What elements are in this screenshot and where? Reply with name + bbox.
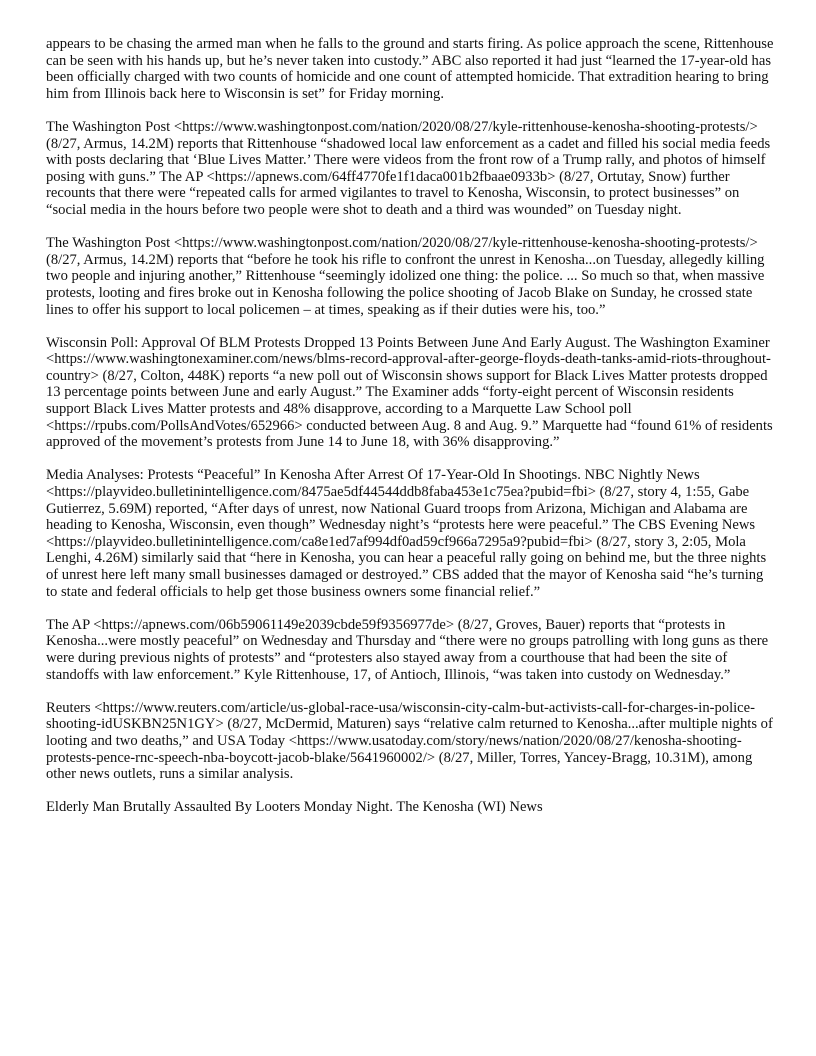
paragraph-media-analyses: Media Analyses: Protests “Peaceful” In Kenosha After Arrest Of 17-Year-Old In Shootings. NBC Nightly News <https://playvideo.bulletinintelligence.com/8475ae5df44544ddb8faba453e1c75ea?pubid=fbi> (8/27, story 4, 1:55, Gabe Gutierrez, 5.69M) reported, “After days of unrest, now National Guard troops from Arizona, Michigan and Alabama are heading to Kenosha, Wisconsin, even though” Wednesday night’s “protests here were peaceful.” The CBS Evening News <https://playvideo.bulletinintelligence.com/ca8e1ed7af994df0ad59cf966a7295a9?pubid=fbi> (8/27, story 3, 2:05, Mola Lenghi, 4.26M) similarly said that “here in Kenosha, you can hear a peaceful rally going on behind me, but the three nights of unrest here left many small businesses damaged or destroyed.” CBS added that the mayor of Kenosha said “he’s turning to state and federal officials to help get those business owners some financial relief.” xyxy=(46,467,767,600)
paragraph-abc-report: appears to be chasing the armed man when he falls to the ground and starts firing. As police approach the scene, Rittenhouse can be seen with his hands up, but he’s never taken into custody.” ABC also reported it had just “learned the 17-year-old has been officially charged with two counts of homicide and one count of attempted homicide. That extradition hearing to bring him from Illinois back here to Wisconsin is set” for Friday morning. xyxy=(46,36,774,102)
paragraph-wisconsin-poll: Wisconsin Poll: Approval Of BLM Protests Dropped 13 Points Between June And Early August. The Washington Examiner <https://www.washingtonexaminer.com/news/blms-record-approval-after-george-floyds-death-tanks-amid-riots-throughout-country> (8/27, Colton, 448K) reports “a new poll out of Wisconsin shows support for Black Lives Matter protests dropped 13 percentage points between June and early August.” The Examiner adds “forty-eight percent of Wisconsin residents support Black Lives Matter protests and 48% disapprove, according to a Marquette Law School poll <https://rpubs.com/PollsAndVotes/652966> conducted between Aug. 8 and Aug. 9.” Marquette had “found 61% of residents approved of the movement’s protests from June 14 to June 18, with 36% disapproving.” xyxy=(46,334,773,451)
paragraph-washington-post-police: The Washington Post <https://www.washingtonpost.com/nation/2020/08/27/kyle-rittenhouse-kenosha-shooting-protests/> (8/27, Armus, 14.2M) reports that “before he took his rifle to confront the unrest in Kenosha...on Tuesday, allegedly killing two people and injuring another,” Rittenhouse “seemingly idolized one thing: the police. ... So much so that, when massive protests, looting and fires broke out in Kenosha following the police shooting of Jacob Blake on Sunday, he crossed state lines to offer his support to local policemen – at times, speaking as if their duties were his, too.” xyxy=(46,235,765,318)
paragraph-washington-post-cadet: The Washington Post <https://www.washingtonpost.com/nation/2020/08/27/kyle-rittenhouse-kenosha-shooting-protests/> (8/27, Armus, 14.2M) reports that Rittenhouse “shadowed local law enforcement as a cadet and filled his social media feeds with posts declaring that ‘Blue Lives Matter.’ There were videos from the front row of a Trump rally, and photos of himself posing with guns.” The AP <https://apnews.com/64ff4770fe1f1daca001b2fbaae0933b> (8/27, Ortutay, Snow) further recounts that there were “repeated calls for armed vigilantes to travel to Kenosha, Wisconsin, to protect businesses” on “social media in the hours before two people were shot to death and a third was wounded” on Tuesday night. xyxy=(46,118,771,218)
document-page xyxy=(46,36,774,833)
paragraph-elderly-man-headline: Elderly Man Brutally Assaulted By Looters Monday Night. The Kenosha (WI) News xyxy=(46,799,543,816)
paragraph-reuters-usa-today: Reuters <https://www.reuters.com/article/us-global-race-usa/wisconsin-city-calm-but-activists-call-for-charges-in-police-shooting-idUSKBN25N1GY> (8/27, McDermid, Maturen) says “relative calm returned to Kenosha...after multiple nights of looting and two deaths,” and USA Today <https://www.usatoday.com/story/news/nation/2020/08/27/kenosha-shooting-protests-pence-rnc-speech-nba-boycott-jacob-blake/5641960002/> (8/27, Miller, Torres, Yancey-Bragg, 10.31M), among other news outlets, runs a similar analysis. xyxy=(46,699,773,783)
paragraph-ap-peaceful: The AP <https://apnews.com/06b59061149e2039cbde59f9356977de> (8/27, Groves, Bauer) reports that “protests in Kenosha...were mostly peaceful” on Wednesday and Thursday and “there were no groups patrolling with long guns as there were during previous nights of protests” and “protesters also stayed away from a courthouse that had been the site of standoffs with law enforcement.” Kyle Rittenhouse, 17, of Antioch, Illinois, “was taken into custody on Wednesday.” xyxy=(46,616,769,683)
